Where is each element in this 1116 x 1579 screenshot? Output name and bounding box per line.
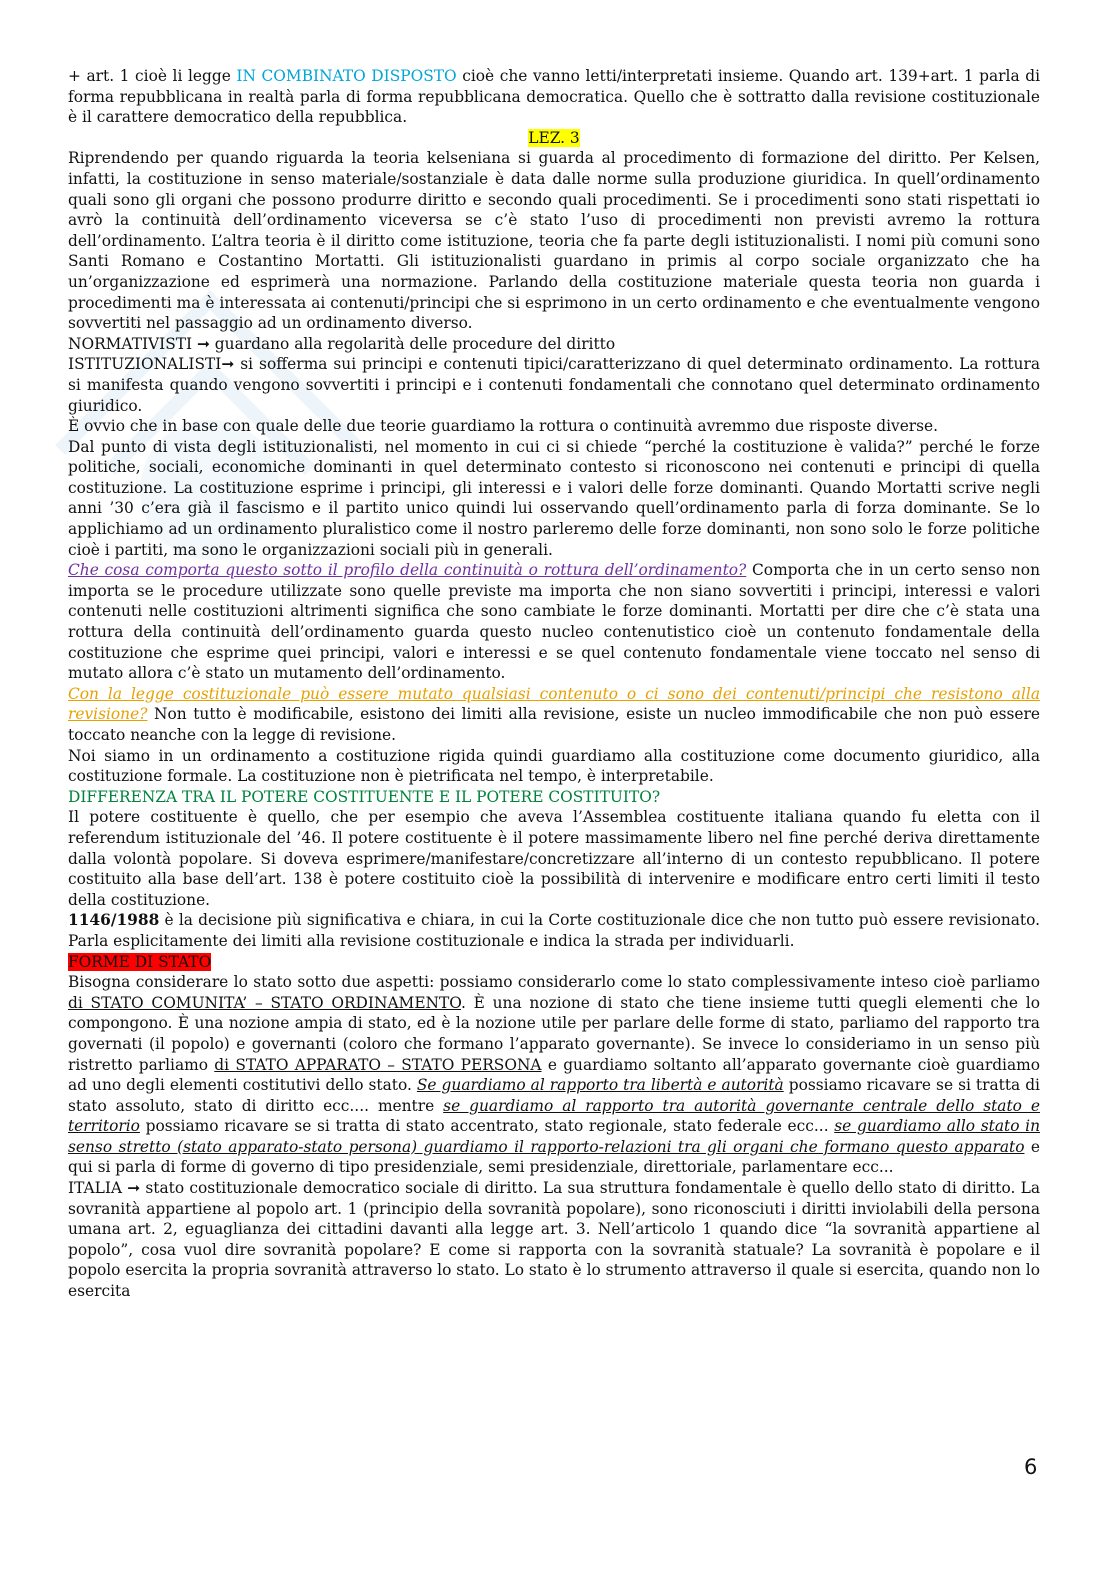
paragraph-italia: ITALIA ➞ stato costituzionale democratico sociale di diritto. La sua struttura fondamentale è quello dello stato di diritto. La sovranità appartiene al popolo art. 1 (principio della sovranità popolare), sono riconosciuti i diritti inviolabili della persona umana art. 2, eguaglianza dei cittadini davanti alla legge art. 3. Nell’articolo 1 quando dice “la sovranità appartiene al popolo”, cosa vuol dire sovranità popolare? E come si rapporta con la sovranità statuale? La sovranità è popolare e il popolo esercita la propria sovranità attraverso lo stato. Lo stato è lo strumento attraverso il quale si esercita, quando non lo esercita (68, 1179, 1040, 1301)
lesson-heading: LEZ. 3 (528, 128, 580, 147)
question-revisione: Con la legge costituzionale può essere mutato qualsiasi contenuto o ci sono dei contenuti/principi che resistono alla revisione? (68, 684, 1040, 724)
paragraph-legge-costituzionale: Con la legge costituzionale può essere mutato qualsiasi contenuto o ci sono dei contenuti/principi che resistono alla revisione? Non tutto è modificabile, esistono dei limiti alla revisione, esiste un nucleo immodificabile che non può essere toccato neanche con la legge di revisione. (68, 684, 1040, 744)
paragraph-combinato-disposto: + art. 1 cioè li legge IN COMBINATO DISPOSTO cioè che vanno letti/interpretati insieme. Quando art. 139+art. 1 parla di forma repubblicana in realtà parla di forma repubblicana democratica. Quello che è sottratto dalla revisione costituzionale è il carattere democratico della repubblica. (68, 67, 1040, 127)
heading-differenza: DIFFERENZA TRA IL POTERE COSTITUENTE E IL POTERE COSTITUITO? (68, 787, 661, 806)
paragraph-istituzionalisti: ISTITUZIONALISTI➞ si sofferma sui principi e contenuti tipici/caratterizzano di quel determinato ordinamento. La rottura si manifesta quando vengono sovvertiti i principi e i contenuti fondamentali che connotano quel determinato ordinamento giuridico. (68, 355, 1040, 415)
paragraph-forme-di-stato: Bisogna considerare lo stato sotto due aspetti: possiamo considerarlo come lo stato complessivamente inteso cioè parliamo di STATO COMUNITA’ – STATO ORDINAMENTO. È una nozione di stato che tiene insieme tutti quegli elementi che lo compongono. È una nozione ampia di stato, ed è la nozione utile per parlare delle forme di stato, parliamo del rapporto tra governati (il popolo) e governanti (coloro che formano l’apparato governante). Se invece lo consideriamo in un senso più ristretto parliamo di STATO APPARATO – STATO PERSONA e guardiamo soltanto all’apparato governante cioè guardiamo ad uno degli elementi costitutivi dello stato. Se guardiamo al rapporto tra libertà e autorità possiamo ricavare se si tratta di stato assoluto, stato di diritto ecc.... mentre se guardiamo al rapporto tra autorità governante centrale dello stato e territorio possiamo ricavare se si tratta di stato accentrato, stato regionale, stato federale ecc... se guardiamo allo stato in senso stretto (stato apparato-stato persona) guardiamo il rapporto-relazioni tra gli organi che formano questo apparato e qui si parla di forme di governo di tipo presidenziale, semi presidenziale, direttoriale, parlamentare ecc... (68, 973, 1041, 1177)
question-continuita: Che cosa comporta questo sotto il profilo della continuità o rottura dell’ordinamento? (68, 561, 747, 580)
paragraph-kelsen: Riprendendo per quando riguarda la teoria kelseniana si guarda al procedimento di formazione del diritto. Per Kelsen, infatti, la costituzione in senso materiale/sostanziale è data dalle norme sulla produzione giuridica. In quell’ordinamento quali sono gli organi che possono produrre diritto e secondo quali procedimenti. Se i procedimenti sono stati rispettati io avrò la continuità dell’ordinamento viceversa se c’è stato l’uso di procedimenti non previsti avremo la rottura dell’ordinamento. L’altra teoria è il diritto come istituzione, teoria che fa parte degli istituzionalisti. I nomi più comuni sono Santi Romano e Costantino Mortatti. Gli istituzionalisti guardano in primis al corpo sociale organizzato che ha un’organizzazione ed esprimerà una normazione. Parlando della costituzione materiale questa teoria non guarda i procedimenti ma è interessata ai contenuti/principi che si esprimono in un certo ordinamento e che eventualmente vengono sovvertiti nel passaggio ad un ordinamento diverso. (68, 149, 1040, 333)
paragraph-ovvio: È ovvio che in base con quale delle due teorie guardiamo la rottura o continuità avremmo due risposte diverse. (68, 417, 939, 436)
paragraph-sentenza: 1146/1988 è la decisione più significativa e chiara, in cui la Corte costituzionale dice che non tutto può essere revisionato. Parla esplicitamente dei limiti alla revisione costituzionale e indica la strada per individuarli. (68, 911, 1040, 950)
paragraph-normativisti: NORMATIVISTI ➞ guardano alla regolarità delle procedure del diritto (68, 334, 616, 353)
cyan-term: IN COMBINATO DISPOSTO (236, 67, 457, 85)
heading-forme-di-stato: FORME DI STATO (68, 952, 212, 971)
sentenza-number: 1146/1988 (68, 911, 160, 930)
page-number: 6 (1024, 1455, 1038, 1479)
paragraph-costituzione-rigida: Noi siamo in un ordinamento a costituzione rigida quindi guardiamo alla costituzione come documento giuridico, alla costituzione formale. La costituzione non è pietrificata nel tempo, è interpretabile. (68, 746, 1040, 786)
paragraph-punto-di-vista: Dal punto di vista degli istituzionalisti, nel momento in cui ci si chiede “perché la costituzione è valida?” perché le forze politiche, sociali, economiche dominanti in quel determinato contesto si riconoscono nei contenuti e principi di quella costituzione. La costituzione esprime i principi, gli interessi e i valori delle forze dominanti. Quando Mortatti scrive negli anni ’30 c’era già il fascismo e il partito unico quindi lui osservando quell’ordinamento parla di forza dominante. Se lo applichiamo ad un ordinamento pluralistico come il nostro parleremo delle forze dominanti, non sono solo le forze politiche cioè i partiti, ma sono le organizzazioni sociali più in generali. (68, 437, 1040, 559)
paragraph-potere-costituente: Il potere costituente è quello, che per esempio che aveva l’Assemblea costituente italiana quando fu eletta con il referendum istituzionale del ’46. Il potere costituente è il potere massimamente libero nel fine perché deriva direttamente dalla volontà popolare. Si doveva esprimere/manifestare/concretizzare all’interno di un contesto repubblicano. Il potere costituito alla base dell’art. 138 è potere costituito cioè la possibilità di intervenire e modificare entro certi limiti il testo della costituzione. (68, 808, 1040, 909)
paragraph-continuita-rottura: Che cosa comporta questo sotto il profilo della continuità o rottura dell’ordinamento? Comporta che in un certo senso non importa se le procedure utilizzate sono quelle previste ma importa che non siano sovvertiti i principi, interessi e valori contenuti nelle costituzioni altrimenti significa che sono cambiate le forze dominanti. Mortatti per dire che c’è stata una rottura della continuità dell’ordinamento guarda questo nucleo contenutistico cioè un contenuto fondamentale della costituzione che esprime quei principi, valori e interessi e se quel contenuto fondamentale viene toccato nel senso di mutato allora c’è stato un mutamento dell’ordinamento. (68, 561, 1040, 683)
document-body (68, 66, 1040, 1302)
